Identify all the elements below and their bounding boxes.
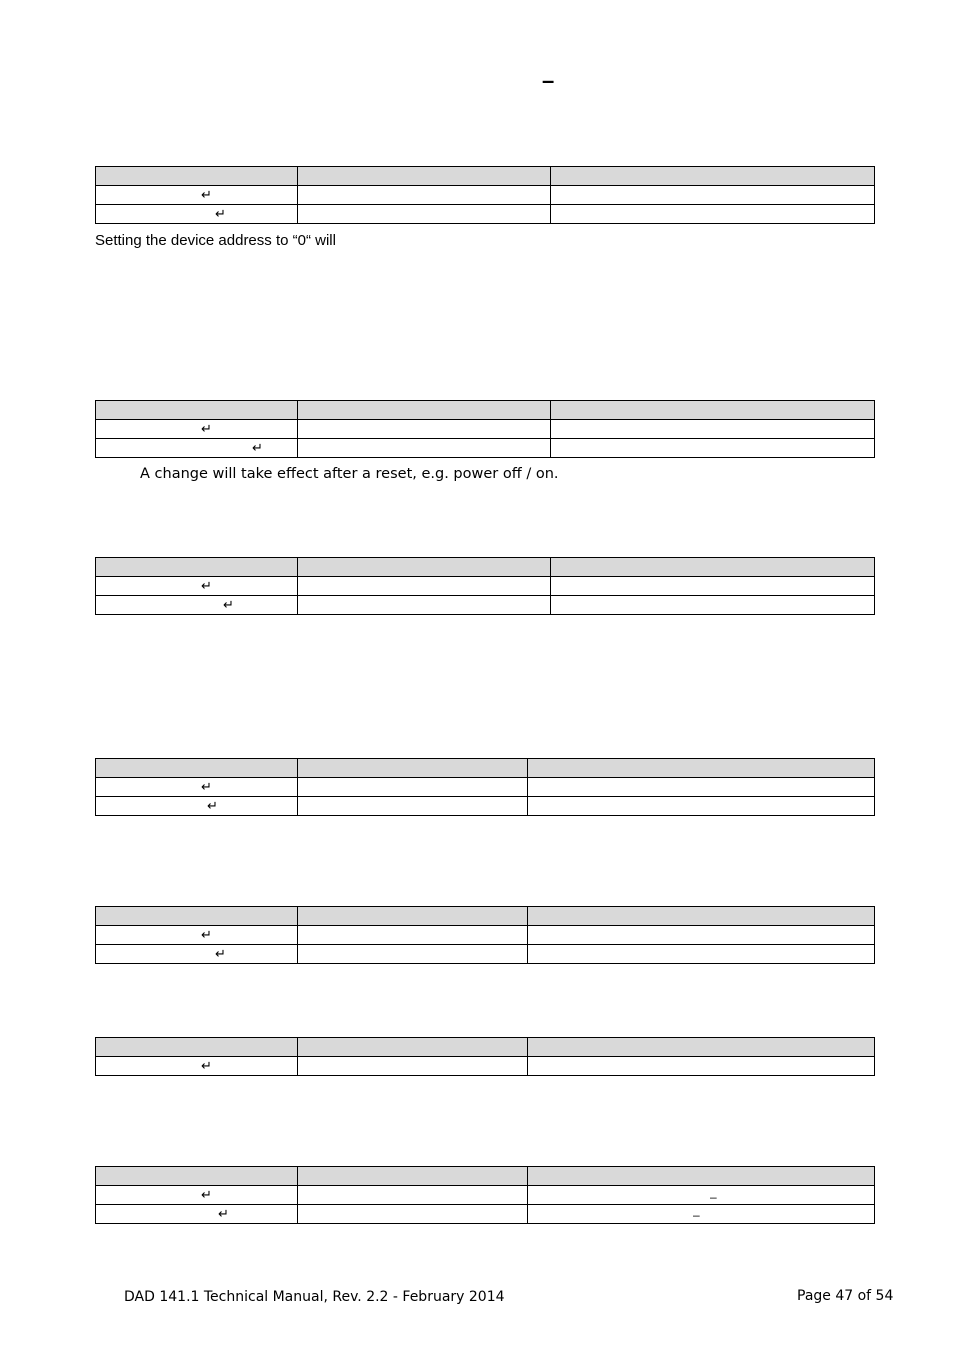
- table-row: [96, 945, 875, 964]
- table-row: [96, 439, 875, 458]
- table-header-row: [96, 759, 875, 778]
- command-table-4: [95, 758, 875, 816]
- table-row: [96, 797, 875, 816]
- table-row: [96, 778, 875, 797]
- footer-document-title: DAD 141.1 Technical Manual, Rev. 2.2 - February 2014: [124, 1289, 505, 1305]
- table-row: [96, 926, 875, 945]
- cell-dash: –: [710, 1190, 717, 1204]
- footer-page-number: Page 47 of 54: [797, 1288, 894, 1304]
- command-table-3: [95, 557, 875, 615]
- enter-icon: ↵: [201, 1187, 212, 1202]
- header-dash: –: [542, 68, 555, 93]
- device-address-note: Setting the device address to “0“ will: [95, 232, 336, 249]
- enter-icon: ↵: [201, 421, 212, 436]
- table-row: [96, 1186, 875, 1205]
- table-header-row: [96, 907, 875, 926]
- table-header-row: [96, 1167, 875, 1186]
- table-header-row: [96, 558, 875, 577]
- command-table-5: [95, 906, 875, 964]
- enter-icon: ↵: [201, 578, 212, 593]
- table-row: [96, 205, 875, 224]
- table-row: [96, 1205, 875, 1224]
- command-table-2: [95, 400, 875, 458]
- command-table-1: [95, 166, 875, 224]
- enter-icon: ↵: [201, 1058, 212, 1073]
- table-row: [96, 596, 875, 615]
- table-row: [96, 420, 875, 439]
- table-row: [96, 186, 875, 205]
- enter-icon: ↵: [215, 946, 226, 961]
- enter-icon: ↵: [223, 597, 234, 612]
- cell-dash: –: [693, 1208, 700, 1222]
- enter-icon: ↵: [201, 187, 212, 202]
- command-table-7: [95, 1166, 875, 1224]
- reset-note: A change will take effect after a reset, e.g. power off / on.: [140, 466, 559, 482]
- enter-icon: ↵: [218, 1206, 229, 1221]
- table-row: [96, 1057, 875, 1076]
- enter-icon: ↵: [252, 440, 263, 455]
- enter-icon: ↵: [201, 927, 212, 942]
- table-row: [96, 577, 875, 596]
- enter-icon: ↵: [207, 798, 218, 813]
- enter-icon: ↵: [201, 779, 212, 794]
- table-header-row: [96, 167, 875, 186]
- command-table-6: [95, 1037, 875, 1076]
- table-header-row: [96, 401, 875, 420]
- table-header-row: [96, 1038, 875, 1057]
- enter-icon: ↵: [215, 206, 226, 221]
